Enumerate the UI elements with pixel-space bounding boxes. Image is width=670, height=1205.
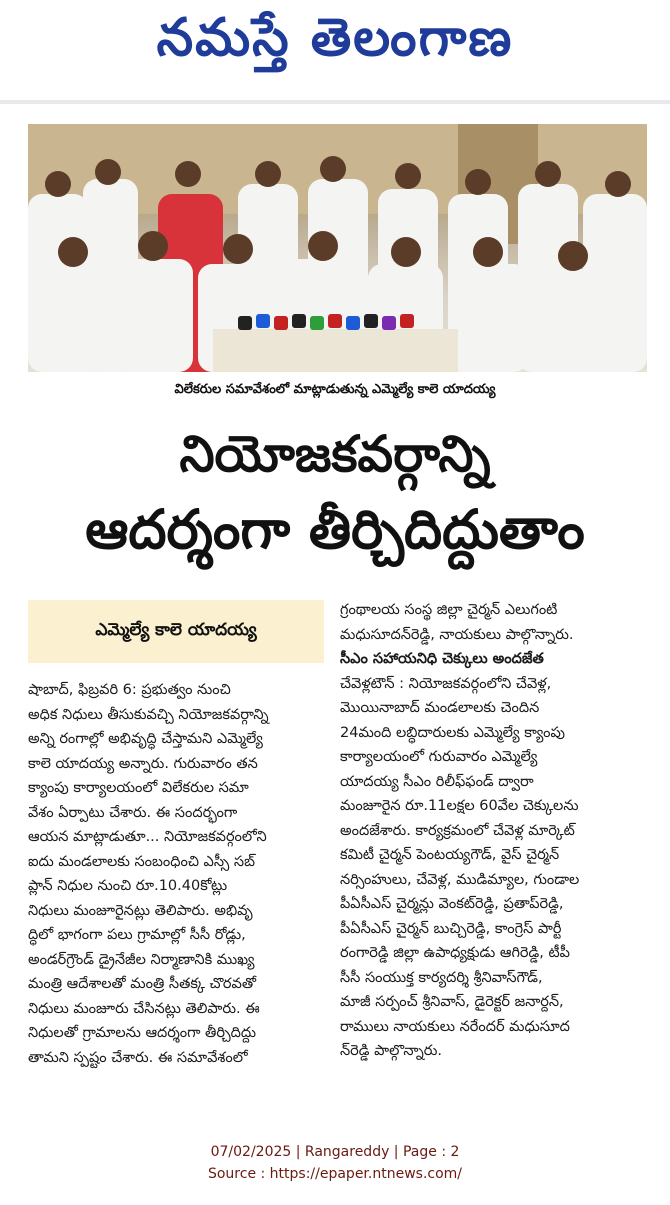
masthead bbox=[0, 0, 670, 88]
article-line: యాదయ్య సీఎం రిలీఫ్‌ఫండ్ ద్వారా bbox=[340, 773, 534, 790]
article-line: అధిక నిధులు తీసుకువచ్చి నియోజకవర్గాన్ని bbox=[28, 706, 269, 723]
article-line: అందజేశారు. కార్యక్రమంలో చేవెళ్ల మార్కెట్ bbox=[340, 822, 575, 839]
article-line: నిధులు మంజూరైనట్లు తెలిపారు. అభివృ bbox=[28, 902, 253, 919]
photo-caption: విలేకరుల సమావేశంలో మాట్లాడుతున్న ఎమ్మెల్యే కాలె యాదయ్య bbox=[174, 382, 496, 397]
headline-line-2: ఆదర్శంగా తీర్చిదిద్దుతాం bbox=[85, 498, 585, 561]
sub-headline: సీఎం సహాయనిధి చెక్కులు అందజేత bbox=[340, 651, 544, 667]
article-line: చేవెళ్లటౌన్ : నియోజకవర్గంలోని చేవెళ్ల, bbox=[340, 675, 552, 692]
article-line: నర్సింహులు, చేవెళ్ల, ముడిమ్యాల, గుండాల bbox=[340, 871, 580, 888]
footer-date-edition: 07/02/2025 | Rangareddy | Page : 2 bbox=[210, 1144, 460, 1160]
article-line: మొయినాబాద్ మండలాలకు చెందిన bbox=[340, 700, 540, 716]
article-line: కాలె యాదయ్య అన్నారు. గురువారం తన bbox=[28, 755, 258, 772]
byline: ఎమ్మెల్యే కాలె యాదయ్య bbox=[95, 619, 257, 640]
article-line: 24మంది లబ్ధిదారులకు ఎమ్మెల్యే క్యాంపు bbox=[340, 724, 565, 741]
article-line: నిధులు మంజూరు చేసినట్లు తెలిపారు. ఈ bbox=[28, 1000, 260, 1017]
article-line: వేశం ఏర్పాటు చేశారు. ఈ సందర్భంగా bbox=[28, 804, 238, 821]
article-line: రంగారెడ్డి జిల్లా ఉపాధ్యక్షుడు ఆగిరెడ్డి, టీపీ bbox=[340, 945, 570, 961]
article-line: ఐదు మండలాలకు సంబంధించి ఎస్సీ సబ్ bbox=[28, 853, 255, 870]
article-line: మంత్రి ఆదేశాలతో మంత్రి సీతక్క చొరవతో bbox=[28, 976, 256, 992]
article-line: ప్లాన్ నిధుల నుంచి రూ.10.40కోట్లు bbox=[28, 878, 228, 894]
press-meet-photo bbox=[28, 124, 647, 372]
footer-source-link[interactable]: Source : https://epaper.ntnews.com/ bbox=[207, 1166, 463, 1182]
article-line: మధుసూదన్‌రెడ్డి, నాయకులు పాల్గొన్నారు. bbox=[340, 626, 574, 643]
article-line: ఆయన మాట్లాడుతూ... నియోజకవర్గంలోని bbox=[28, 829, 267, 845]
article-line: ద్ధిలో భాగంగా పలు గ్రామాల్లో సీసీ రోడ్లు, bbox=[28, 927, 246, 943]
masthead-divider bbox=[0, 100, 670, 104]
article-line: అన్ని రంగాల్లో అభివృద్ధి చేస్తామని ఎమ్మెల్యే bbox=[28, 731, 263, 747]
headline-line-1: నియోజకవర్గాన్ని bbox=[179, 425, 491, 483]
article-right-column bbox=[340, 598, 642, 1064]
article-line: అండర్‌గ్రౌండ్ డ్రైనేజీల నిర్మాణానికి ముఖ్య bbox=[28, 951, 255, 968]
article-line: సీసీ సంయుక్త కార్యదర్శి శ్రీనివాస్‌గౌడ్, bbox=[340, 969, 543, 986]
article-line: రాములు నాయకులు నరేందర్ మధుసూద bbox=[340, 1018, 570, 1035]
article-line: గ్రంథాలయ సంస్థ జిల్లా చైర్మన్ ఎలుగంటి bbox=[340, 602, 558, 618]
article-line: పీఏసీఎస్ చైర్మన్ బుచ్చిరెడ్డి, కాంగ్రెస్ పార్టీ bbox=[340, 920, 562, 937]
photo-crowd bbox=[28, 124, 647, 372]
article-line: నిధులతో గ్రామాలను ఆదర్శంగా తీర్చిదిద్దు bbox=[28, 1025, 257, 1041]
article-line: కమిటీ చైర్మన్ పెంటయ్యగౌడ్, వైస్ చైర్మన్ bbox=[340, 847, 560, 863]
article-line: తామని స్పష్టం చేశారు. ఈ సమావేశంలో bbox=[28, 1049, 248, 1066]
newspaper-title: నమస్తే తెలంగాణ bbox=[156, 7, 514, 68]
article-line: పీఏసీఎస్ చైర్మన్లు వెంకట్‌రెడ్డి, ప్రతాప్‌రెడ్డి, bbox=[340, 896, 564, 912]
article-line: కార్యాలయంలో గురువారం ఎమ్మెల్యే bbox=[340, 749, 538, 765]
article-line: మాజీ సర్పంచ్ శ్రీనివాస్, డైరెక్టర్ జనార్దన్, bbox=[340, 994, 564, 1010]
article-line: న్‌రెడ్డి పాల్గొన్నారు. bbox=[340, 1043, 443, 1059]
article-line: క్యాంపు కార్యాలయంలో విలేకరుల సమా bbox=[28, 780, 249, 796]
article-line: షాబాద్, ఫిబ్రవరి 6: ప్రభుత్వం నుంచి bbox=[28, 682, 231, 698]
byline-box bbox=[28, 600, 324, 663]
article-left-column bbox=[28, 678, 328, 1070]
article-line: మంజూరైన రూ.11లక్షల 60వేల చెక్కులను bbox=[340, 798, 579, 814]
